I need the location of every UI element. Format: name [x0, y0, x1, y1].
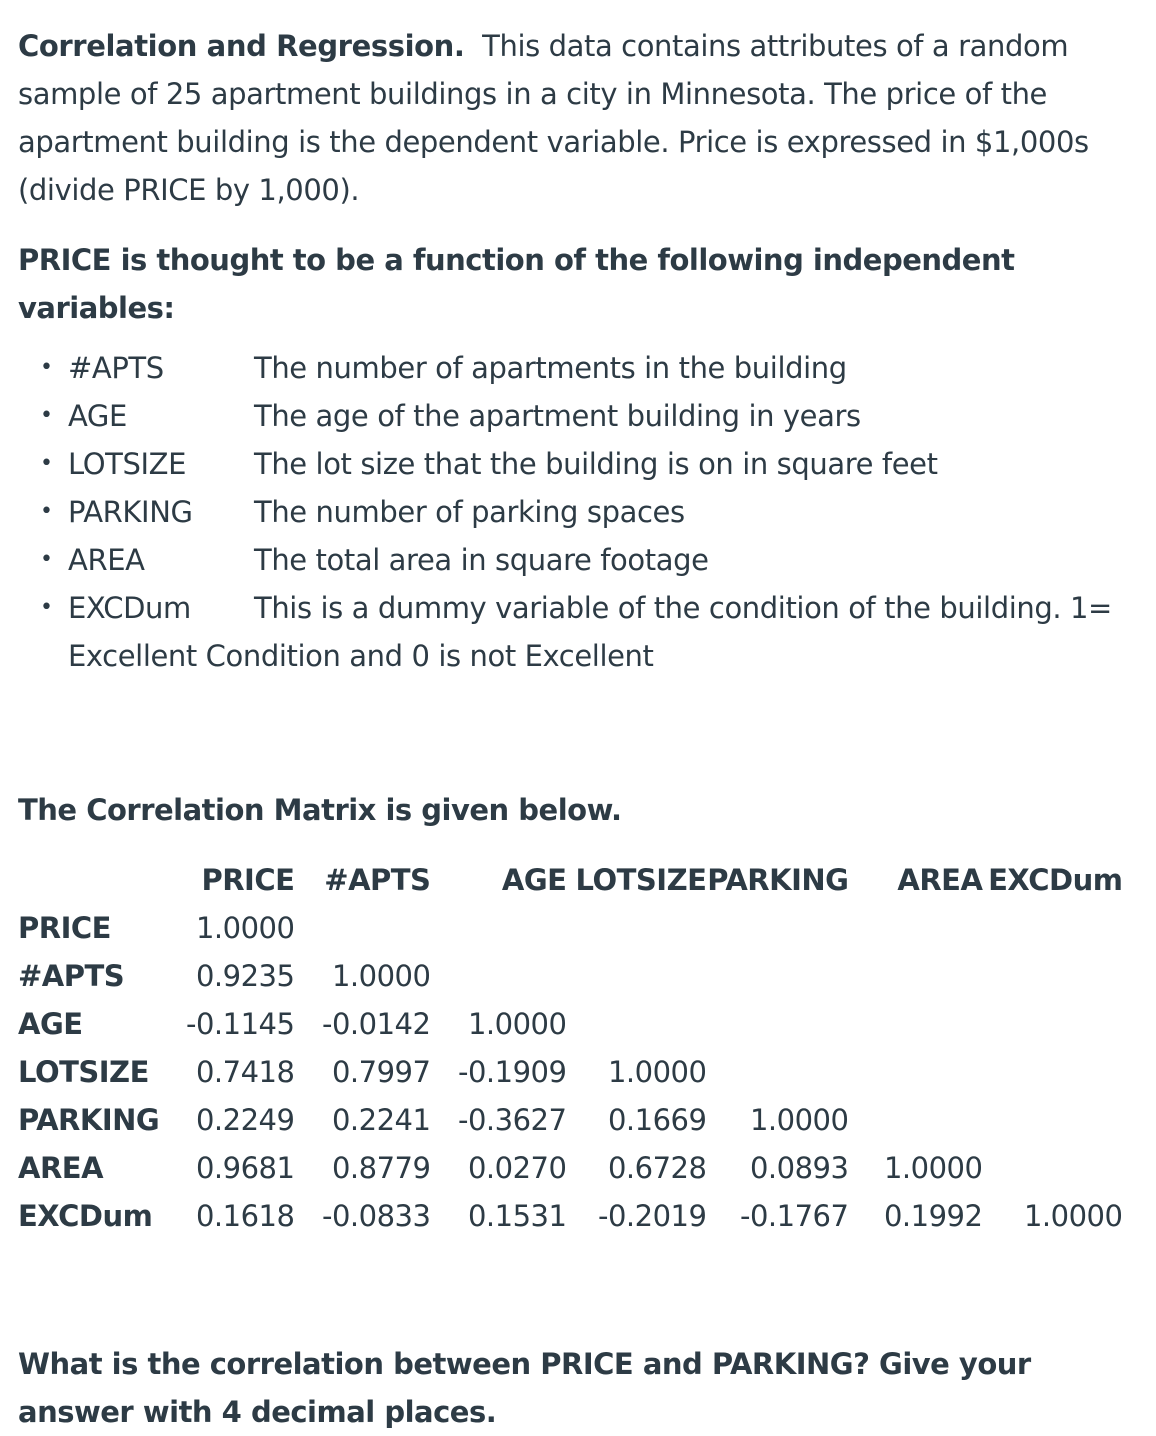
column-header: EXCDum	[988, 863, 1123, 897]
correlation-matrix	[18, 856, 1122, 1240]
column-header: #APTS	[324, 863, 431, 897]
matrix-cell	[706, 1048, 848, 1096]
intro-paragraph	[18, 22, 1138, 214]
bullet-icon: •	[40, 403, 53, 428]
table-row	[18, 904, 1122, 952]
matrix-cell: 0.6728	[607, 1151, 707, 1185]
matrix-cell: 0.2241	[331, 1103, 431, 1137]
matrix-cell: 0.8779	[331, 1151, 431, 1185]
matrix-cell	[294, 904, 430, 952]
matrix-cell	[566, 1000, 706, 1048]
matrix-cell	[566, 904, 706, 952]
matrix-cell	[982, 1144, 1122, 1192]
intro-text: This data contains attributes of a random sample of 25 apartment buildings in a city in Minnesota. The price of the apartment building is the dependent variable. Price is expressed in $1,000s (divide PRICE by 1,000).	[18, 29, 1089, 207]
row-header: AREA	[18, 1151, 104, 1185]
row-header: AGE	[18, 1007, 83, 1041]
bullet-icon: •	[40, 355, 53, 380]
matrix-cell	[566, 952, 706, 1000]
matrix-cell	[706, 952, 848, 1000]
matrix-cell: -0.3627	[458, 1103, 567, 1137]
matrix-cell: -0.0833	[322, 1199, 431, 1233]
matrix-corner	[18, 856, 186, 904]
variable-item	[40, 344, 1138, 392]
matrix-cell: 1.0000	[467, 1007, 567, 1041]
variable-name: PARKING	[68, 495, 193, 529]
matrix-cell: 0.1618	[195, 1199, 295, 1233]
variable-list	[18, 344, 1138, 680]
matrix-cell	[848, 1096, 982, 1144]
table-row	[18, 1000, 1122, 1048]
column-header: LOTSIZE	[575, 863, 707, 897]
matrix-header-row	[18, 856, 1122, 904]
matrix-cell: 0.7418	[195, 1055, 295, 1089]
variable-item	[40, 392, 1138, 440]
variable-item	[40, 488, 1138, 536]
variable-description: The age of the apartment building in years	[254, 399, 861, 433]
intro-title: Correlation and Regression.	[18, 29, 465, 63]
matrix-cell	[430, 904, 566, 952]
matrix-cell	[706, 1000, 848, 1048]
matrix-cell	[848, 952, 982, 1000]
variable-name: AREA	[68, 543, 145, 577]
matrix-cell: -0.2019	[598, 1199, 707, 1233]
variable-description: The number of parking spaces	[254, 495, 685, 529]
matrix-cell: 0.1992	[883, 1199, 983, 1233]
matrix-cell	[982, 1096, 1122, 1144]
variable-description-continued: Excellent Condition and 0 is not Excellent	[68, 639, 654, 673]
matrix-cell: 1.0000	[883, 1151, 983, 1185]
matrix-cell	[848, 904, 982, 952]
variable-item	[40, 440, 1138, 488]
row-header: PRICE	[18, 911, 111, 945]
row-header: LOTSIZE	[18, 1055, 149, 1089]
variable-name: EXCDum	[68, 591, 191, 625]
matrix-cell: 1.0000	[749, 1103, 849, 1137]
variable-description: The number of apartments in the building	[254, 351, 847, 385]
document-body	[18, 22, 1138, 1436]
matrix-cell: 0.0270	[467, 1151, 567, 1185]
table-row	[18, 952, 1122, 1000]
row-header: PARKING	[18, 1103, 160, 1137]
matrix-cell: 0.1531	[467, 1199, 567, 1233]
matrix-cell: 0.7997	[331, 1055, 431, 1089]
matrix-cell: 1.0000	[607, 1055, 707, 1089]
row-header: EXCDum	[18, 1199, 153, 1233]
matrix-cell	[982, 952, 1122, 1000]
matrix-cell: 0.0893	[749, 1151, 849, 1185]
column-header: PRICE	[201, 863, 295, 897]
matrix-cell: -0.0142	[322, 1007, 431, 1041]
matrix-cell: 0.9235	[195, 959, 295, 993]
matrix-cell: 1.0000	[331, 959, 431, 993]
variable-name: AGE	[68, 399, 127, 433]
matrix-cell: -0.1145	[186, 1007, 295, 1041]
matrix-cell: 1.0000	[1023, 1199, 1123, 1233]
matrix-cell: 0.9681	[195, 1151, 295, 1185]
column-header: AGE	[501, 863, 567, 897]
matrix-cell: 0.1669	[607, 1103, 707, 1137]
column-header: AREA	[897, 863, 983, 897]
question-text: What is the correlation between PRICE and PARKING? Give your answer with 4 decimal places.	[18, 1347, 1031, 1429]
variable-description: The total area in square footage	[254, 543, 709, 577]
variable-name: LOTSIZE	[68, 447, 187, 481]
matrix-cell	[848, 1000, 982, 1048]
matrix-cell	[430, 952, 566, 1000]
matrix-cell	[982, 904, 1122, 952]
matrix-cell: 1.0000	[195, 911, 295, 945]
matrix-cell	[982, 1000, 1122, 1048]
variable-name: #APTS	[68, 351, 164, 385]
variable-description: The lot size that the building is on in square feet	[254, 447, 938, 481]
matrix-cell	[706, 904, 848, 952]
row-header: #APTS	[18, 959, 125, 993]
bullet-icon: •	[40, 451, 53, 476]
bullet-icon: •	[40, 595, 53, 620]
bullet-icon: •	[40, 499, 53, 524]
variable-item	[40, 536, 1138, 584]
variable-description: This is a dummy variable of the condition of the building. 1=	[254, 591, 1112, 625]
table-row	[18, 1192, 1122, 1240]
bullet-icon: •	[40, 547, 53, 572]
matrix-cell: -0.1767	[740, 1199, 849, 1233]
column-header: PARKING	[707, 863, 849, 897]
table-row	[18, 1096, 1122, 1144]
matrix-cell: -0.1909	[458, 1055, 567, 1089]
table-row	[18, 1048, 1122, 1096]
matrix-cell	[982, 1048, 1122, 1096]
matrix-cell: 0.2249	[195, 1103, 295, 1137]
variables-heading: PRICE is thought to be a function of the following independent variables:	[18, 243, 1015, 325]
table-row	[18, 1144, 1122, 1192]
matrix-title: The Correlation Matrix is given below.	[18, 793, 622, 827]
variable-item	[40, 584, 1138, 680]
matrix-cell	[848, 1048, 982, 1096]
